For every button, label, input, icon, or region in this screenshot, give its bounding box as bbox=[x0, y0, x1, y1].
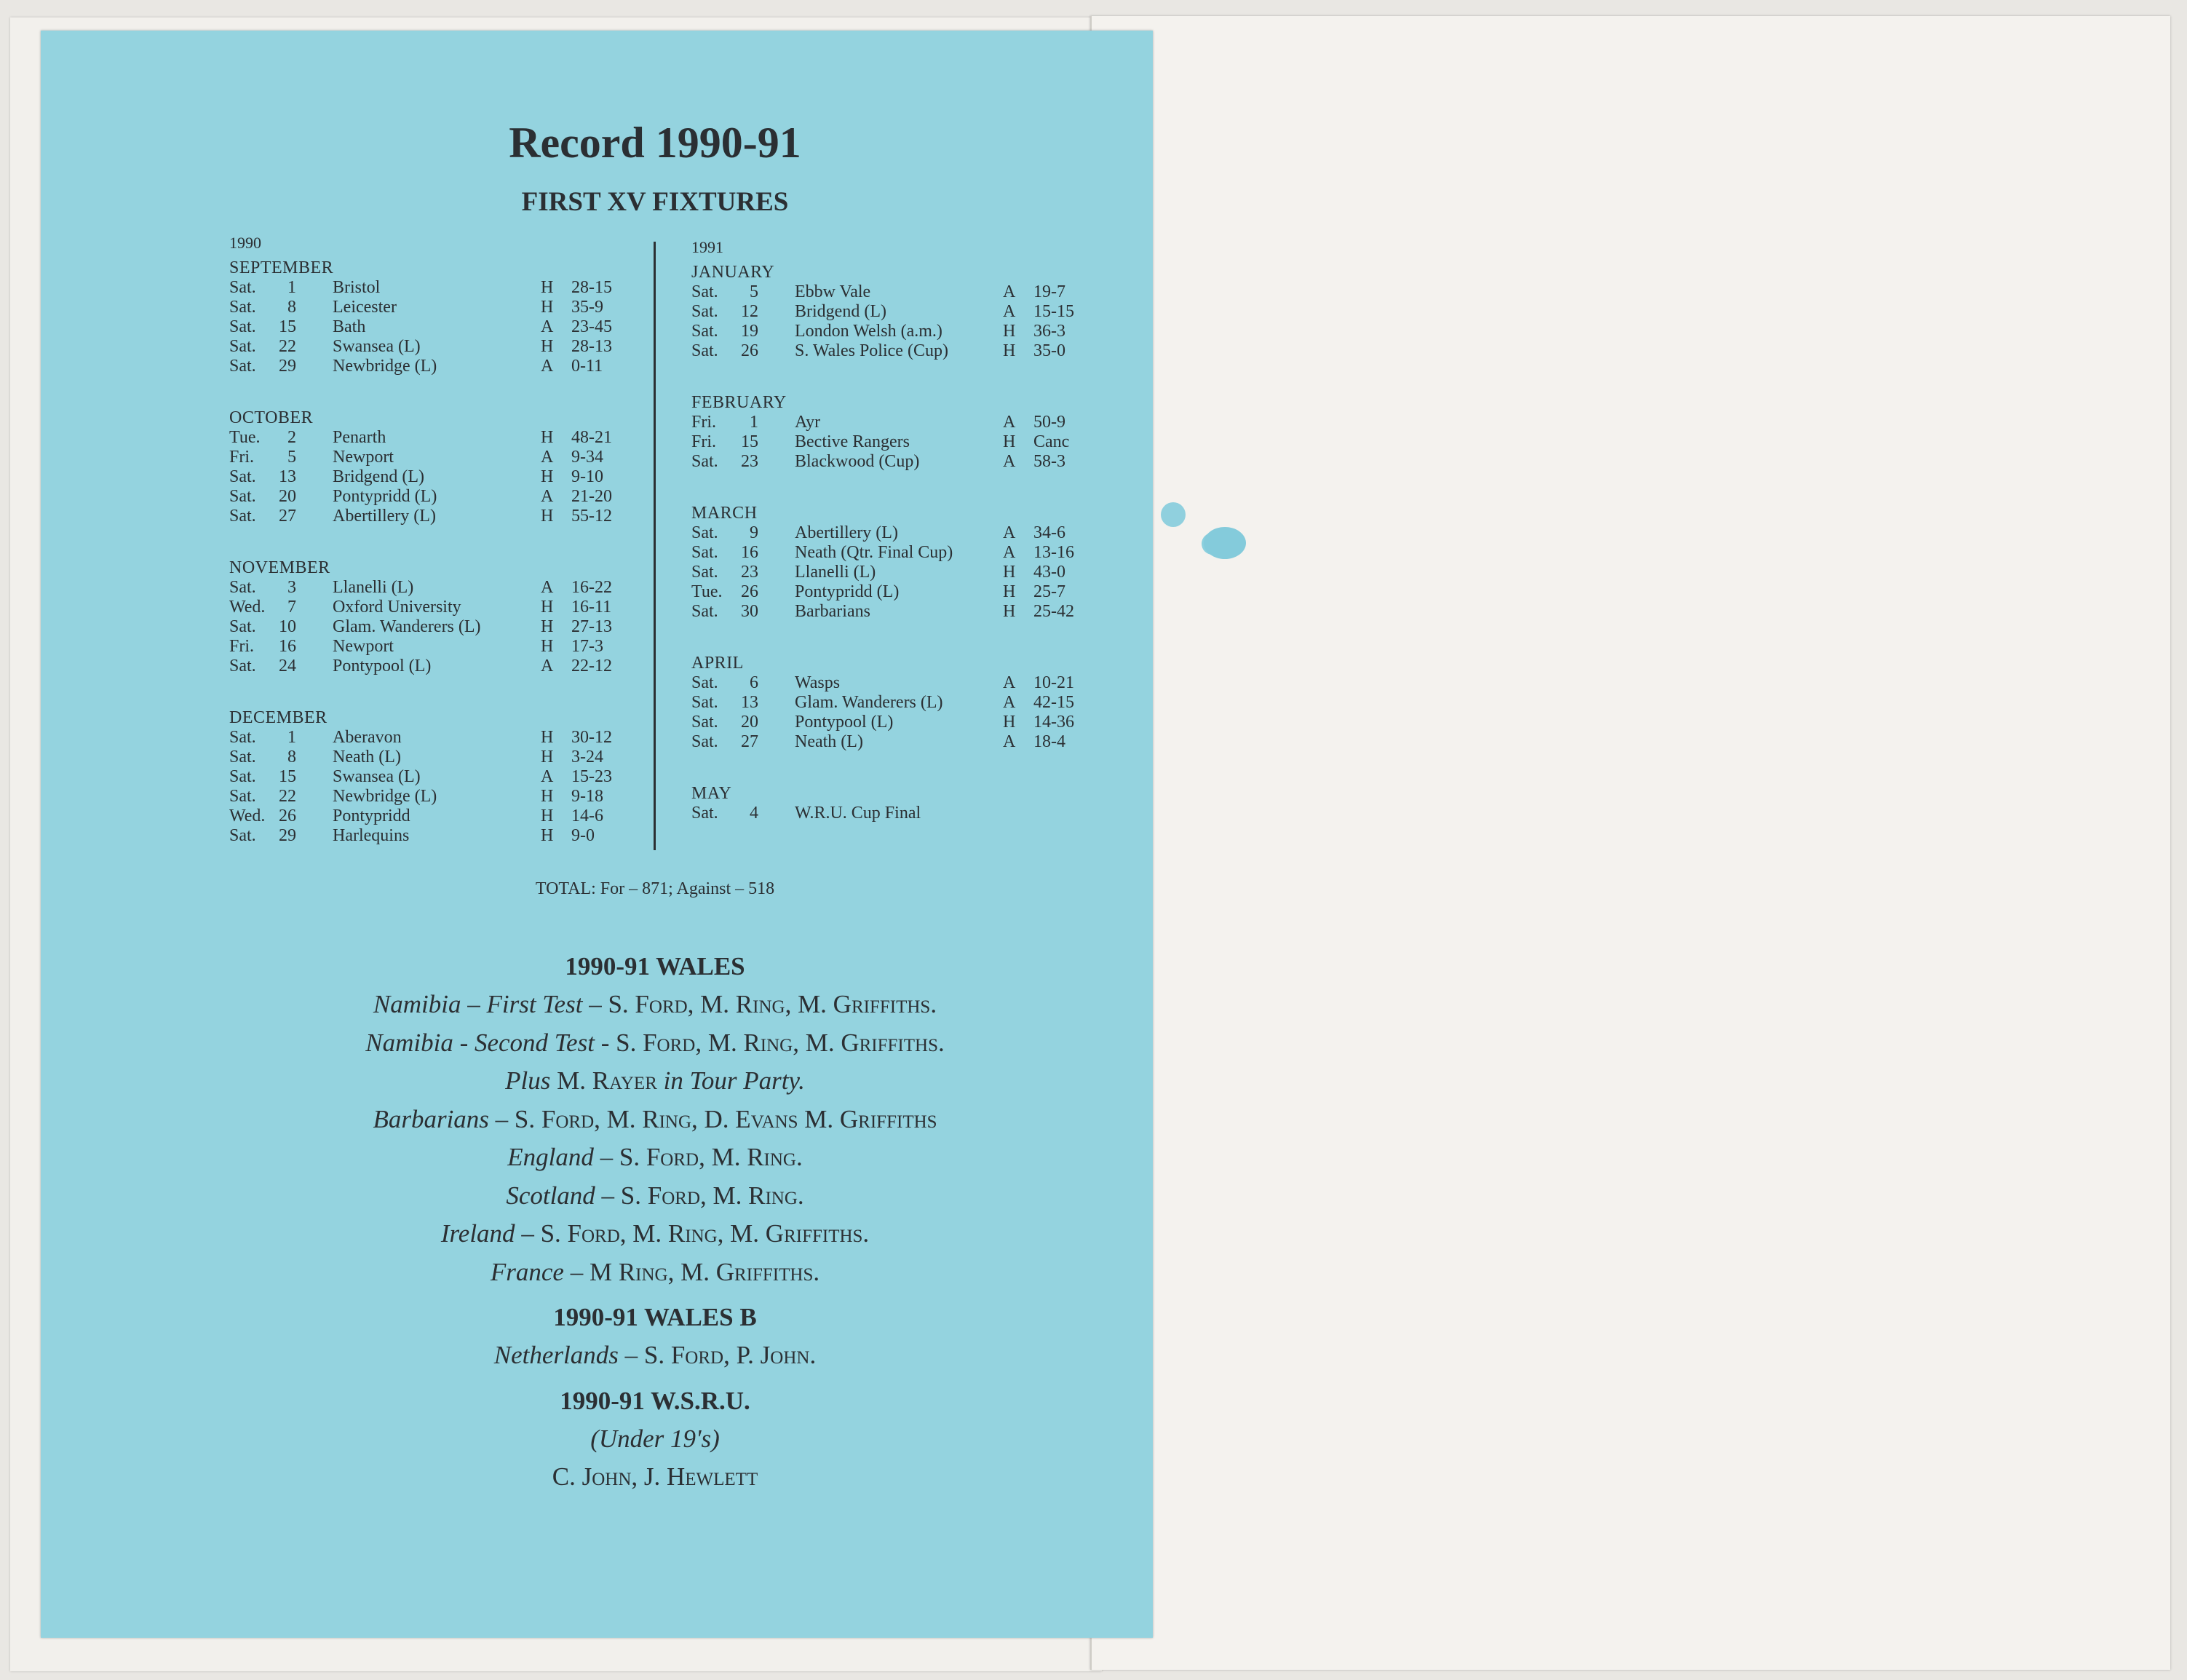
fixture-date: 9 bbox=[750, 523, 758, 542]
fixture-score: Canc bbox=[1033, 432, 1070, 451]
fixture-day: Sat. bbox=[691, 543, 718, 562]
fixture-opponent: Leicester bbox=[333, 298, 397, 317]
fixture-opponent: Bridgend (L) bbox=[795, 302, 886, 321]
fixture-row bbox=[691, 563, 1099, 582]
month-block bbox=[691, 504, 1099, 622]
fixture-opponent: Harlequins bbox=[333, 826, 410, 845]
honour-line bbox=[0, 1253, 1310, 1292]
fixture-venue: A bbox=[1003, 673, 1016, 692]
fixture-opponent: Llanelli (L) bbox=[795, 563, 876, 582]
year-label: 1990 bbox=[229, 234, 261, 252]
fixture-venue: H bbox=[541, 637, 554, 656]
fixture-venue: A bbox=[1003, 413, 1016, 432]
fixture-score: 15-23 bbox=[571, 767, 612, 786]
fixture-opponent: Bath bbox=[333, 317, 366, 336]
fixture-day: Sat. bbox=[691, 732, 718, 751]
fixture-score: 28-15 bbox=[571, 278, 612, 297]
fixture-score: 9-34 bbox=[571, 448, 603, 467]
fixture-venue: H bbox=[1003, 322, 1016, 341]
fixture-opponent: Newbridge (L) bbox=[333, 357, 437, 376]
fixture-day: Sat. bbox=[229, 487, 256, 506]
fixture-row bbox=[229, 807, 637, 826]
page-title: Record 1990-91 bbox=[509, 119, 801, 167]
fixture-score: 18-4 bbox=[1033, 732, 1065, 751]
fixture-date: 4 bbox=[750, 804, 758, 823]
fixture-venue: H bbox=[1003, 432, 1016, 451]
fixture-row bbox=[229, 637, 637, 657]
fixture-venue: H bbox=[1003, 341, 1016, 360]
fixture-venue: A bbox=[1003, 302, 1016, 321]
fixture-opponent: Pontypridd (L) bbox=[795, 582, 900, 601]
fixture-venue: A bbox=[541, 578, 554, 597]
fixture-score: 28-13 bbox=[571, 337, 612, 356]
fixture-venue: H bbox=[541, 337, 554, 356]
honour-players: M. Rayer bbox=[557, 1066, 657, 1095]
fixture-venue: A bbox=[1003, 282, 1016, 301]
fixture-day: Sat. bbox=[229, 748, 256, 766]
wales-b-heading: 1990-91 WALES B bbox=[553, 1303, 757, 1331]
wales-b-caps-list bbox=[0, 1336, 1310, 1375]
fixture-score: 0-11 bbox=[571, 357, 603, 376]
fixture-opponent: Aberavon bbox=[333, 728, 402, 747]
fixture-venue: H bbox=[541, 467, 554, 486]
fixture-score: 55-12 bbox=[571, 507, 612, 526]
honour-players: S. Ford, M. Ring. bbox=[620, 1181, 804, 1210]
fixture-score: 15-15 bbox=[1033, 302, 1074, 321]
fixture-score: 14-6 bbox=[571, 807, 603, 825]
fixture-venue: H bbox=[541, 787, 554, 806]
month-heading: SEPTEMBER bbox=[229, 258, 334, 277]
fixture-opponent: Oxford University bbox=[333, 598, 461, 617]
fixture-date: 20 bbox=[279, 487, 296, 506]
honour-suffix: in Tour Party. bbox=[656, 1066, 805, 1095]
fixture-row bbox=[229, 657, 637, 676]
fixture-score: 13-16 bbox=[1033, 543, 1074, 562]
fixture-venue: A bbox=[541, 767, 554, 786]
fixture-date: 29 bbox=[279, 826, 296, 845]
fixture-date: 27 bbox=[279, 507, 296, 526]
fixture-date: 16 bbox=[741, 543, 758, 562]
fixture-opponent: Barbarians bbox=[795, 602, 870, 621]
fixture-day: Sat. bbox=[229, 278, 256, 297]
fixture-opponent: Llanelli (L) bbox=[333, 578, 414, 597]
fixtures-1990-column bbox=[229, 233, 637, 878]
honour-line bbox=[0, 1138, 1310, 1177]
fixture-venue: A bbox=[541, 657, 554, 675]
fixture-venue: A bbox=[1003, 543, 1016, 562]
fixture-venue: H bbox=[541, 617, 554, 636]
month-block bbox=[229, 708, 637, 846]
fixture-score: 43-0 bbox=[1033, 563, 1065, 582]
honour-separator: – bbox=[618, 1341, 644, 1369]
fixture-opponent: London Welsh (a.m.) bbox=[795, 322, 942, 341]
fixture-date: 26 bbox=[279, 807, 296, 825]
fixture-day: Sat. bbox=[229, 767, 256, 786]
fixture-score: 10-21 bbox=[1033, 673, 1074, 692]
fixture-venue: H bbox=[541, 728, 554, 747]
fixture-score: 50-9 bbox=[1033, 413, 1065, 432]
honour-line bbox=[0, 1024, 1310, 1063]
fixture-opponent: Neath (L) bbox=[333, 748, 401, 766]
fixture-venue: A bbox=[541, 317, 554, 336]
fixture-date: 1 bbox=[750, 413, 758, 432]
honour-line bbox=[0, 1215, 1310, 1253]
fixture-row bbox=[691, 543, 1099, 563]
fixture-score: 14-36 bbox=[1033, 713, 1074, 732]
fixture-venue: H bbox=[541, 826, 554, 845]
honour-players: S. Ford, M. Ring, D. Evans M. Griffiths bbox=[514, 1104, 937, 1133]
fixture-date: 27 bbox=[741, 732, 758, 751]
fixture-row bbox=[691, 282, 1099, 302]
fixture-row bbox=[691, 713, 1099, 732]
fixture-day: Sat. bbox=[691, 341, 718, 360]
wsru-heading: 1990-91 W.S.R.U. bbox=[560, 1386, 750, 1415]
wsru-players: C. John, J. Hewlett bbox=[552, 1462, 758, 1491]
fixture-venue: H bbox=[1003, 602, 1016, 621]
fixture-row bbox=[691, 673, 1099, 693]
fixture-row bbox=[229, 617, 637, 637]
fixture-row bbox=[691, 341, 1099, 361]
fixture-date: 8 bbox=[287, 298, 296, 317]
fixture-score: 58-3 bbox=[1033, 452, 1065, 471]
fixture-score: 42-15 bbox=[1033, 693, 1074, 712]
fixture-row bbox=[691, 322, 1099, 341]
fixture-row bbox=[229, 428, 637, 448]
fixture-row bbox=[229, 317, 637, 337]
fixture-date: 1 bbox=[287, 278, 296, 297]
fixture-score: 17-3 bbox=[571, 637, 603, 656]
fixture-row bbox=[691, 732, 1099, 752]
fixture-opponent: Newport bbox=[333, 637, 394, 656]
fixture-opponent: Pontypool (L) bbox=[795, 713, 894, 732]
fixture-opponent: Wasps bbox=[795, 673, 841, 692]
fixture-day: Fri. bbox=[229, 448, 255, 467]
fixture-day: Wed. bbox=[229, 807, 266, 825]
fixture-opponent: Glam. Wanderers (L) bbox=[795, 693, 943, 712]
fixture-row bbox=[229, 467, 637, 487]
fixture-venue: A bbox=[1003, 693, 1016, 712]
fixture-score: 48-21 bbox=[571, 428, 612, 447]
fixture-date: 30 bbox=[741, 602, 758, 621]
fixture-day: Sat. bbox=[691, 302, 718, 321]
wales-caps-list bbox=[0, 986, 1310, 1291]
fixture-score: 25-42 bbox=[1033, 602, 1074, 621]
wsru-subtitle: (Under 19's) bbox=[590, 1424, 720, 1453]
fixture-row bbox=[691, 582, 1099, 602]
fixture-row bbox=[691, 523, 1099, 543]
fixture-day: Sat. bbox=[229, 617, 256, 636]
honour-line bbox=[0, 1177, 1310, 1216]
ink-blot bbox=[1204, 527, 1246, 559]
fixture-score: 9-10 bbox=[571, 467, 603, 486]
fixture-row bbox=[229, 337, 637, 357]
fixture-opponent: Bridgend (L) bbox=[333, 467, 424, 486]
month-block bbox=[229, 258, 637, 376]
fixture-row bbox=[229, 578, 637, 598]
fixture-opponent: Newport bbox=[333, 448, 394, 467]
fixture-venue: A bbox=[541, 357, 554, 376]
column-divider bbox=[654, 242, 656, 850]
fixture-date: 10 bbox=[279, 617, 296, 636]
month-heading: JANUARY bbox=[691, 263, 775, 282]
fixture-opponent: Pontypridd bbox=[333, 807, 410, 825]
fixture-day: Tue. bbox=[229, 428, 261, 447]
fixture-opponent: S. Wales Police (Cup) bbox=[795, 341, 948, 360]
fixture-date: 3 bbox=[287, 578, 296, 597]
fixture-day: Sat. bbox=[691, 523, 718, 542]
fixture-date: 2 bbox=[287, 428, 296, 447]
fixture-venue: H bbox=[541, 807, 554, 825]
fixture-day: Fri. bbox=[691, 413, 717, 432]
honour-team: Scotland bbox=[506, 1181, 595, 1210]
fixture-date: 5 bbox=[287, 448, 296, 467]
fixture-venue: A bbox=[541, 448, 554, 467]
fixture-date: 8 bbox=[287, 748, 296, 766]
fixture-score: 25-7 bbox=[1033, 582, 1065, 601]
fixture-row bbox=[691, 432, 1099, 452]
fixture-opponent: Neath (L) bbox=[795, 732, 863, 751]
fixture-opponent: W.R.U. Cup Final bbox=[795, 804, 921, 823]
month-heading: FEBRUARY bbox=[691, 393, 787, 412]
fixture-venue: H bbox=[1003, 582, 1016, 601]
fixture-day: Sat. bbox=[229, 357, 256, 376]
fixture-day: Sat. bbox=[691, 713, 718, 732]
honour-team: England bbox=[507, 1143, 594, 1171]
fixture-date: 13 bbox=[741, 693, 758, 712]
fixture-opponent: Glam. Wanderers (L) bbox=[333, 617, 481, 636]
fixture-day: Sat. bbox=[229, 657, 256, 675]
fixture-row bbox=[229, 767, 637, 787]
honour-line bbox=[0, 1336, 1310, 1375]
fixture-day: Sat. bbox=[229, 578, 256, 597]
fixture-day: Sat. bbox=[229, 337, 256, 356]
fixture-score: 16-11 bbox=[571, 598, 612, 617]
fixture-day: Wed. bbox=[229, 598, 266, 617]
honour-team: Barbarians bbox=[373, 1104, 489, 1133]
fixture-venue: H bbox=[541, 278, 554, 297]
fixture-score: 16-22 bbox=[571, 578, 612, 597]
fixture-date: 7 bbox=[287, 598, 296, 617]
honour-line bbox=[0, 1101, 1310, 1139]
month-heading: APRIL bbox=[691, 654, 744, 673]
month-heading: DECEMBER bbox=[229, 708, 328, 727]
honour-separator: – bbox=[582, 990, 608, 1018]
fixture-day: Sat. bbox=[691, 282, 718, 301]
honour-players: S. Ford, M. Ring. bbox=[619, 1143, 803, 1171]
fixture-score: 35-0 bbox=[1033, 341, 1065, 360]
fixture-opponent: Swansea (L) bbox=[333, 767, 421, 786]
fixture-score: 9-18 bbox=[571, 787, 603, 806]
fixture-day: Sat. bbox=[691, 673, 718, 692]
fixture-day: Sat. bbox=[229, 826, 256, 845]
fixture-score: 19-7 bbox=[1033, 282, 1065, 301]
fixture-day: Sat. bbox=[691, 804, 718, 823]
fixture-score: 23-45 bbox=[571, 317, 612, 336]
month-heading: OCTOBER bbox=[229, 408, 314, 427]
fixture-opponent: Neath (Qtr. Final Cup) bbox=[795, 543, 953, 562]
fixture-date: 16 bbox=[279, 637, 296, 656]
fixture-row bbox=[229, 728, 637, 748]
fixture-date: 15 bbox=[279, 767, 296, 786]
honour-players: S. Ford, M. Ring, M. Griffiths. bbox=[616, 1028, 945, 1057]
fixture-opponent: Penarth bbox=[333, 428, 386, 447]
fixture-date: 1 bbox=[287, 728, 296, 747]
month-block bbox=[691, 263, 1099, 361]
fixture-date: 22 bbox=[279, 337, 296, 356]
fixture-date: 23 bbox=[741, 563, 758, 582]
wales-heading: 1990-91 WALES bbox=[565, 952, 745, 980]
fixture-date: 5 bbox=[750, 282, 758, 301]
fixture-venue: H bbox=[541, 507, 554, 526]
month-block bbox=[229, 408, 637, 526]
honour-line bbox=[0, 986, 1310, 1024]
fixture-row bbox=[229, 787, 637, 807]
honour-separator: – bbox=[563, 1257, 590, 1286]
fixture-opponent: Bristol bbox=[333, 278, 381, 297]
fixture-row bbox=[691, 602, 1099, 622]
fixture-row bbox=[229, 748, 637, 767]
honour-separator: - bbox=[594, 1028, 616, 1057]
fixture-venue: A bbox=[1003, 523, 1016, 542]
fixtures-heading: FIRST XV FIXTURES bbox=[521, 187, 789, 217]
year-label: 1991 bbox=[691, 238, 723, 256]
honour-team: Ireland bbox=[440, 1219, 515, 1248]
fixture-day: Tue. bbox=[691, 582, 723, 601]
fixture-score: 36-3 bbox=[1033, 322, 1065, 341]
month-block bbox=[229, 558, 637, 676]
fixture-opponent: Pontypridd (L) bbox=[333, 487, 437, 506]
fixture-date: 12 bbox=[741, 302, 758, 321]
fixture-score: 22-12 bbox=[571, 657, 612, 675]
fixture-date: 19 bbox=[741, 322, 758, 341]
honour-line bbox=[0, 1062, 1310, 1101]
honour-team: Namibia - Second Test bbox=[365, 1028, 595, 1057]
fixture-row bbox=[229, 357, 637, 376]
fixture-date: 26 bbox=[741, 582, 758, 601]
fixture-row bbox=[691, 693, 1099, 713]
fixture-opponent: Ayr bbox=[795, 413, 821, 432]
honour-separator: – bbox=[593, 1143, 619, 1171]
fixture-opponent: Swansea (L) bbox=[333, 337, 421, 356]
fixture-row bbox=[229, 487, 637, 507]
fixture-row bbox=[691, 452, 1099, 472]
fixture-day: Sat. bbox=[229, 507, 256, 526]
month-heading: MAY bbox=[691, 784, 732, 803]
fixture-day: Sat. bbox=[229, 787, 256, 806]
month-block bbox=[691, 784, 1099, 823]
fixture-day: Sat. bbox=[229, 317, 256, 336]
fixture-row bbox=[691, 413, 1099, 432]
fixture-venue: A bbox=[1003, 732, 1016, 751]
honour-separator bbox=[550, 1066, 557, 1095]
fixture-row bbox=[229, 298, 637, 317]
honour-separator: – bbox=[595, 1181, 621, 1210]
fixture-row bbox=[229, 278, 637, 298]
ink-blot bbox=[1161, 502, 1186, 527]
fixture-date: 26 bbox=[741, 341, 758, 360]
fixture-row bbox=[691, 804, 1099, 823]
fixture-date: 23 bbox=[741, 452, 758, 471]
fixture-date: 15 bbox=[279, 317, 296, 336]
fixture-opponent: Abertillery (L) bbox=[795, 523, 898, 542]
fixture-score: 34-6 bbox=[1033, 523, 1065, 542]
fixture-date: 15 bbox=[741, 432, 758, 451]
fixture-date: 29 bbox=[279, 357, 296, 376]
fixture-date: 13 bbox=[279, 467, 296, 486]
fixture-score: 3-24 bbox=[571, 748, 603, 766]
honour-players: S. Ford, M. Ring, M. Griffiths. bbox=[608, 990, 937, 1018]
season-totals: TOTAL: For – 871; Against – 518 bbox=[535, 879, 775, 898]
honours-section bbox=[0, 948, 1310, 1497]
honour-players: S. Ford, M. Ring, M. Griffiths. bbox=[540, 1219, 870, 1248]
fixture-row bbox=[229, 598, 637, 617]
fixture-day: Sat. bbox=[691, 563, 718, 582]
fixture-day: Fri. bbox=[691, 432, 717, 451]
honour-separator: – bbox=[515, 1219, 541, 1248]
fixture-opponent: Abertillery (L) bbox=[333, 507, 436, 526]
fixture-day: Sat. bbox=[691, 322, 718, 341]
fixtures-1991-column bbox=[691, 237, 1099, 855]
fixture-venue: H bbox=[1003, 713, 1016, 732]
honour-team: Namibia – First Test bbox=[373, 990, 583, 1018]
fixture-score: 21-20 bbox=[571, 487, 612, 506]
fixture-venue: H bbox=[541, 428, 554, 447]
fixture-opponent: Blackwood (Cup) bbox=[795, 452, 920, 471]
fixture-row bbox=[229, 507, 637, 526]
month-block bbox=[691, 393, 1099, 472]
fixture-score: 30-12 bbox=[571, 728, 612, 747]
fixture-opponent: Ebbw Vale bbox=[795, 282, 871, 301]
honour-separator: – bbox=[488, 1104, 515, 1133]
fixture-day: Sat. bbox=[691, 693, 718, 712]
month-block bbox=[691, 654, 1099, 752]
honour-players: M Ring, M. Griffiths. bbox=[589, 1257, 820, 1286]
honour-team: France bbox=[490, 1257, 564, 1286]
fixture-day: Sat. bbox=[691, 602, 718, 621]
fixture-opponent: Newbridge (L) bbox=[333, 787, 437, 806]
fixture-score: 9-0 bbox=[571, 826, 595, 845]
fixture-date: 22 bbox=[279, 787, 296, 806]
fixture-day: Sat. bbox=[691, 452, 718, 471]
fixture-opponent: Pontypool (L) bbox=[333, 657, 432, 675]
fixture-venue: H bbox=[541, 598, 554, 617]
fixture-venue: H bbox=[541, 748, 554, 766]
fixture-day: Fri. bbox=[229, 637, 255, 656]
fixture-score: 35-9 bbox=[571, 298, 603, 317]
fixture-score: 27-13 bbox=[571, 617, 612, 636]
fixture-venue: A bbox=[1003, 452, 1016, 471]
fixture-date: 6 bbox=[750, 673, 758, 692]
fixture-row bbox=[229, 826, 637, 846]
fixture-date: 20 bbox=[741, 713, 758, 732]
honour-team: Netherlands bbox=[493, 1341, 619, 1369]
month-heading: MARCH bbox=[691, 504, 758, 523]
fixture-day: Sat. bbox=[229, 728, 256, 747]
fixture-venue: H bbox=[541, 298, 554, 317]
fixture-venue: A bbox=[541, 487, 554, 506]
honour-team: Plus bbox=[505, 1066, 551, 1095]
fixture-day: Sat. bbox=[229, 298, 256, 317]
fixture-venue: H bbox=[1003, 563, 1016, 582]
fixture-opponent: Bective Rangers bbox=[795, 432, 910, 451]
fixture-date: 24 bbox=[279, 657, 296, 675]
honour-players: S. Ford, P. John. bbox=[643, 1341, 817, 1369]
fixture-day: Sat. bbox=[229, 467, 256, 486]
fixture-row bbox=[691, 302, 1099, 322]
month-heading: NOVEMBER bbox=[229, 558, 330, 577]
fixture-row bbox=[229, 448, 637, 467]
